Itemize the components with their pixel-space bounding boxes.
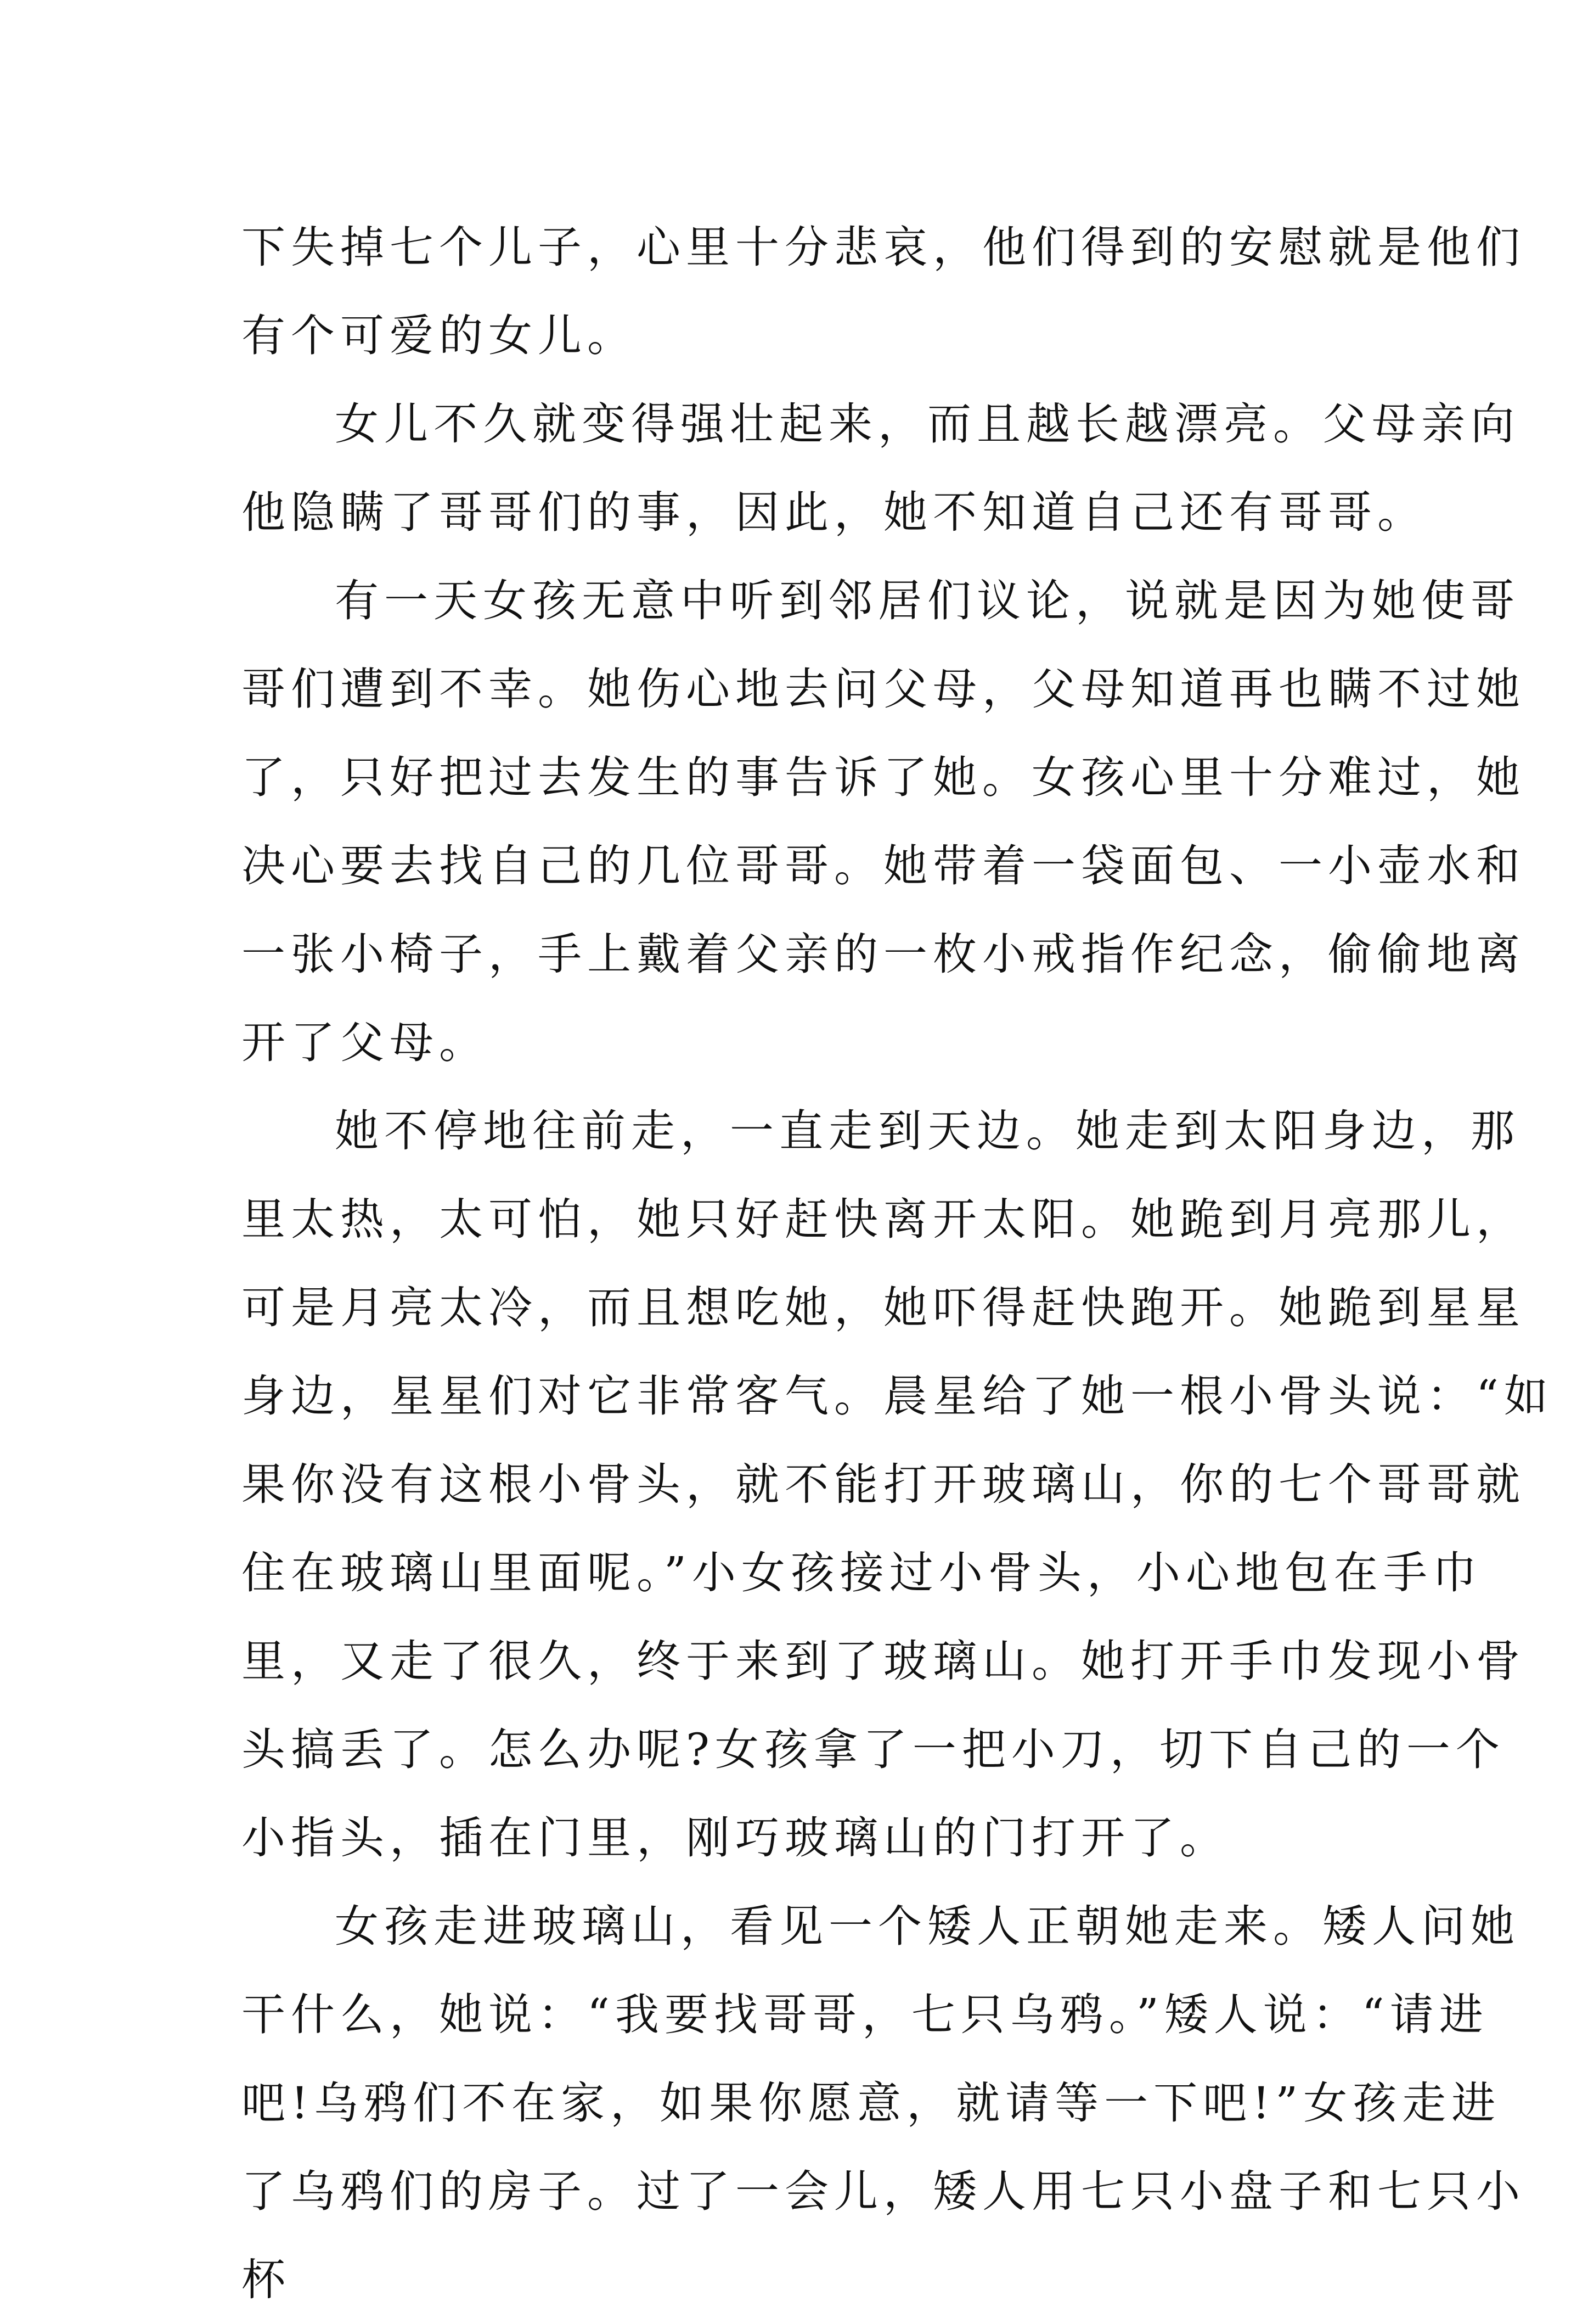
text-line: 女孩走进玻璃山，看见一个矮人正朝她走来。矮人问她 xyxy=(335,1901,1520,1952)
story-text xyxy=(241,203,1553,2324)
text-line: 他隐瞒了哥哥们的事，因此，她不知道自己还有哥哥。 xyxy=(241,487,1427,538)
text-line: 里，又走了很久，终于来到了玻璃山。她打开手巾发现小骨 xyxy=(241,1636,1525,1687)
text-line: 身边，星星们对它非常客气。晨星给了她一根小骨头说：“如 xyxy=(241,1371,1553,1422)
text-line: 下失掉七个儿子，心里十分悲哀，他们得到的安慰就是他们 xyxy=(241,222,1525,273)
text-line: 可是月亮太冷，而且想吃她，她吓得赶快跑开。她跪到星星 xyxy=(241,1282,1525,1333)
text-line: 决心要去找自己的几位哥哥。她带着一袋面包、一小壶水和 xyxy=(241,840,1525,891)
text-line: 一张小椅子，手上戴着父亲的一枚小戒指作纪念，偷偷地离 xyxy=(241,929,1525,980)
text-line: 了乌鸦们的房子。过了一会儿，矮人用七只小盘子和七只小 xyxy=(241,2166,1525,2217)
text-line: 有一天女孩无意中听到邻居们议论，说就是因为她使哥 xyxy=(335,575,1520,626)
paragraph-3 xyxy=(241,557,1525,1087)
text-line: 她不停地往前走，一直走到天边。她走到太阳身边，那 xyxy=(335,1105,1520,1157)
paragraph-2 xyxy=(241,380,1520,557)
paragraph-5 xyxy=(241,1882,1525,2324)
text-line: 开了父母。 xyxy=(241,1017,488,1068)
paragraph-4 xyxy=(241,1087,1553,1882)
text-line: 哥们遭到不幸。她伤心地去问父母，父母知道再也瞒不过她 xyxy=(241,664,1525,715)
paragraph-1 xyxy=(241,203,1525,380)
text-line: 女儿不久就变得强壮起来，而且越长越漂亮。父母亲向 xyxy=(335,398,1520,450)
text-line: 干什么，她说：“我要找哥哥，七只乌鸦。”矮人说：“请进 xyxy=(241,1989,1489,2040)
text-line: 住在玻璃山里面呢。”小女孩接过小骨头，小心地包在手巾 xyxy=(241,1547,1482,1598)
text-line: 杯 xyxy=(241,2254,291,2305)
text-line: 小指头，插在门里，刚巧玻璃山的门打开了。 xyxy=(241,1812,1229,1863)
text-line: 有个可爱的女儿。 xyxy=(241,310,637,361)
text-line: 里太热，太可怕，她只好赶快离开太阳。她跪到月亮那儿， xyxy=(241,1194,1525,1245)
text-line: 了，只好把过去发生的事告诉了她。女孩心里十分难过，她 xyxy=(241,752,1525,803)
text-line: 吧!乌鸦们不在家，如果你愿意，就请等一下吧!”女孩走进 xyxy=(241,2078,1501,2129)
text-line: 头搞丢了。怎么办呢?女孩拿了一把小刀，切下自己的一个 xyxy=(241,1724,1505,1775)
text-line: 果你没有这根小骨头，就不能打开玻璃山，你的七个哥哥就 xyxy=(241,1459,1525,1510)
